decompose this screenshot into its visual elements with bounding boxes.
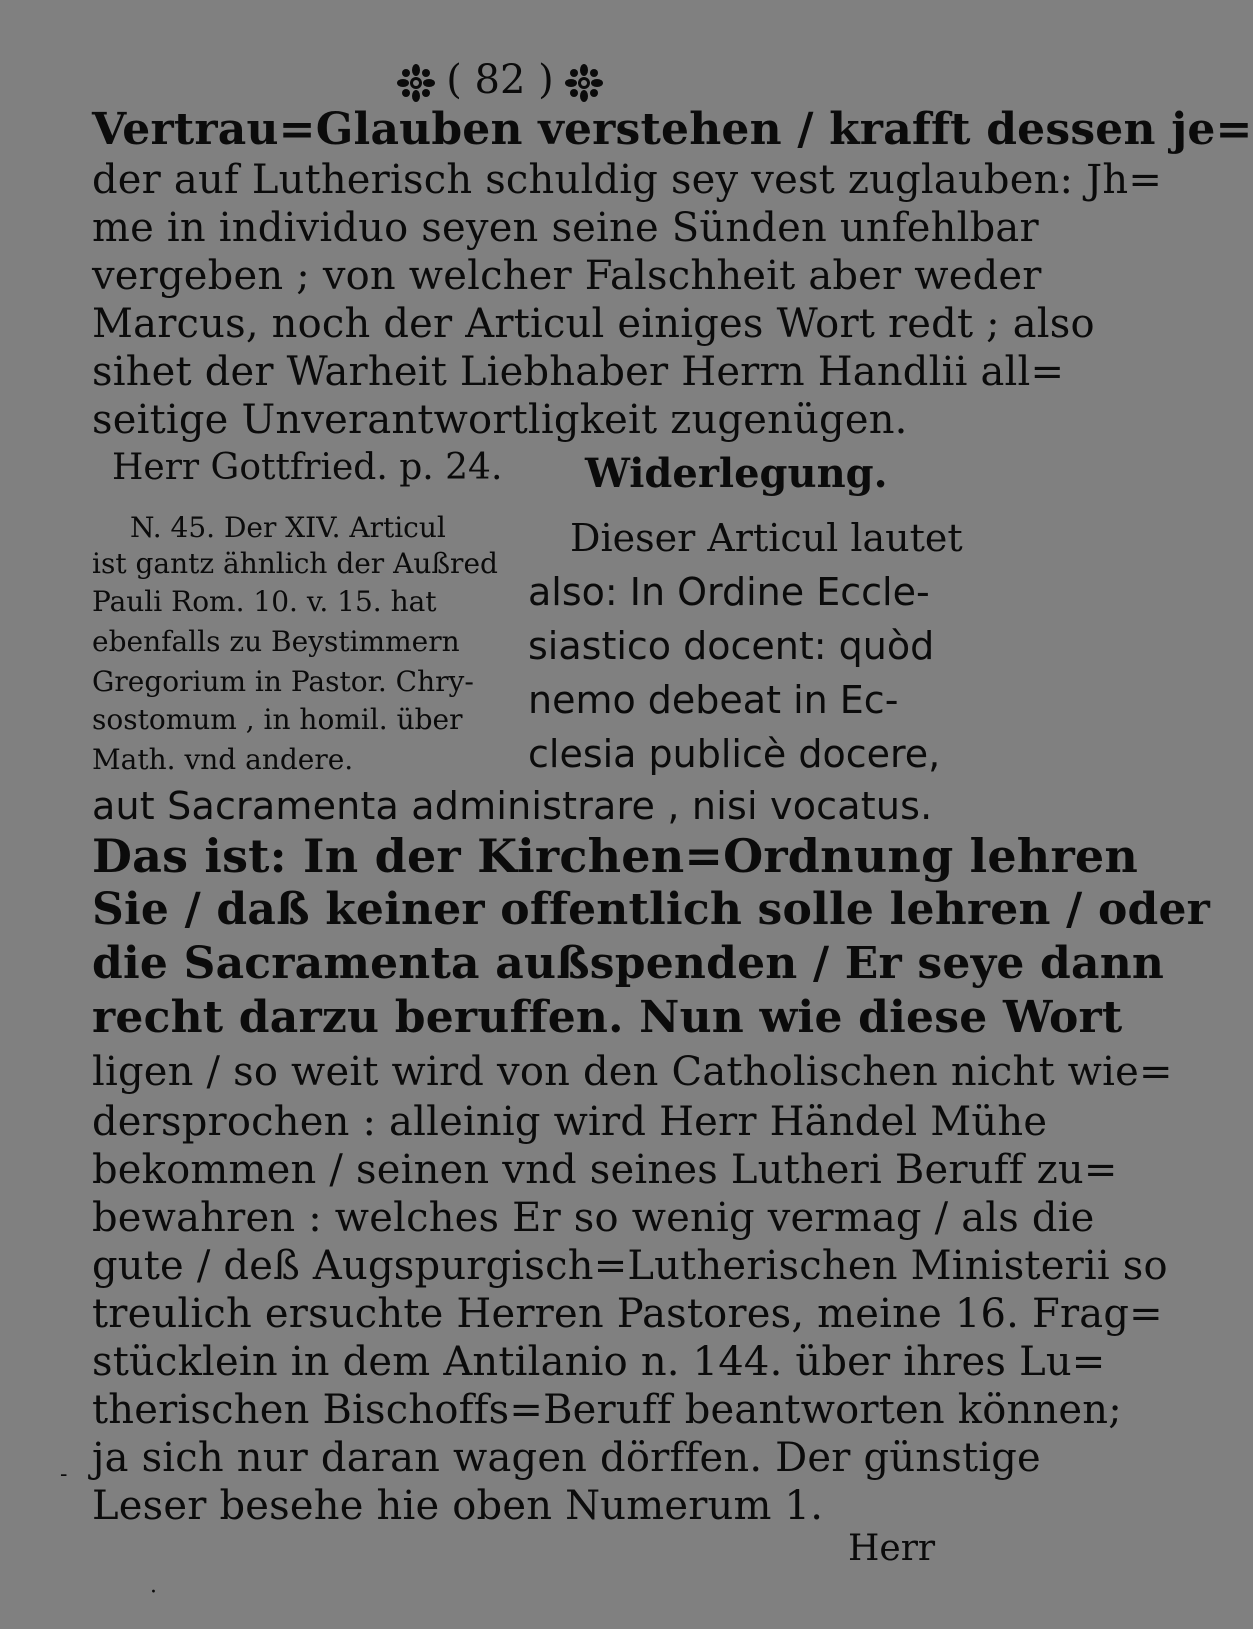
text-line: seitige Unverantwortligkeit zugenügen.	[92, 397, 908, 443]
text-line: bekommen / seinen vnd seines Lutheri Beruff zu=	[92, 1147, 1118, 1193]
page-header	[0, 55, 1000, 105]
ink-speck: -	[60, 1462, 68, 1487]
ink-speck: ·	[150, 1580, 157, 1605]
text-line: die Sacramenta außspenden / Er seye dann	[92, 938, 1165, 989]
right-text-line: clesia publicè docere,	[528, 732, 941, 776]
margin-note-line: Gregorium in Pastor. Chry-	[92, 665, 474, 698]
text-line: ligen / so weit wird von den Catholischen nicht wie=	[92, 1049, 1173, 1095]
text-line: gute / deß Augspurgisch=Lutherischen Ministerii so	[92, 1243, 1168, 1289]
text-line: aut Sacramenta administrare , nisi vocatus.	[92, 784, 933, 828]
text-line: vergeben ; von welcher Falschheit aber weder	[92, 253, 1042, 299]
text-line: Leser besehe hie oben Numerum 1.	[92, 1483, 824, 1529]
text-line: therischen Bischoffs=Beruff beantworten können;	[92, 1387, 1122, 1433]
left-heading: Herr Gottfried. p. 24.	[112, 447, 503, 488]
page-number: ( 82 )	[446, 57, 554, 103]
margin-note-line: Pauli Rom. 10. v. 15. hat	[92, 585, 437, 618]
text-line: Sie / daß keiner offentlich solle lehren / oder	[92, 884, 1211, 935]
right-heading: Widerlegung.	[585, 450, 888, 497]
text-line: ja sich nur daran wagen dörffen. Der günstige	[92, 1435, 1041, 1481]
flower-ornament-icon	[566, 65, 602, 101]
text-line: bewahren : welches Er so wenig vermag / als die	[92, 1195, 1095, 1241]
flower-ornament-icon	[398, 65, 434, 101]
text-line: Marcus, noch der Articul einiges Wort redt ; also	[92, 301, 1095, 347]
margin-note-line: sostomum , in homil. über	[92, 703, 463, 736]
text-line: stücklein in dem Antilanio n. 144. über ihres Lu=	[92, 1339, 1106, 1385]
margin-note-line: Math. vnd andere.	[92, 743, 354, 776]
margin-note-line: ebenfalls zu Beystimmern	[92, 625, 460, 658]
text-line: dersprochen : alleinig wird Herr Händel Mühe	[92, 1099, 1048, 1145]
margin-note-line: ist gantz ähnlich der Außred	[92, 547, 498, 580]
right-text-line: also: In Ordine Eccle-	[528, 570, 930, 614]
right-text-line: nemo debeat in Ec-	[528, 678, 899, 722]
margin-note-line: N. 45. Der XIV. Articul	[130, 511, 446, 544]
text-line: me in individuo seyen seine Sünden unfehlbar	[92, 205, 1039, 251]
text-line: Das ist: In der Kirchen=Ordnung lehren	[92, 829, 1138, 883]
right-text-line: siastico docent: quòd	[528, 624, 935, 668]
text-line: der auf Lutherisch schuldig sey vest zuglauben: Jh=	[92, 157, 1163, 203]
text-line: recht darzu beruffen. Nun wie diese Wort	[92, 992, 1123, 1043]
text-line: Vertrau=Glauben verstehen / krafft dessen je=	[92, 104, 1253, 155]
right-text-line: Dieser Articul lautet	[570, 516, 963, 560]
text-line: sihet der Warheit Liebhaber Herrn Handlii all=	[92, 349, 1065, 395]
text-line: treulich ersuchte Herren Pastores, meine 16. Frag=	[92, 1291, 1163, 1337]
catchword: Herr	[848, 1528, 936, 1569]
